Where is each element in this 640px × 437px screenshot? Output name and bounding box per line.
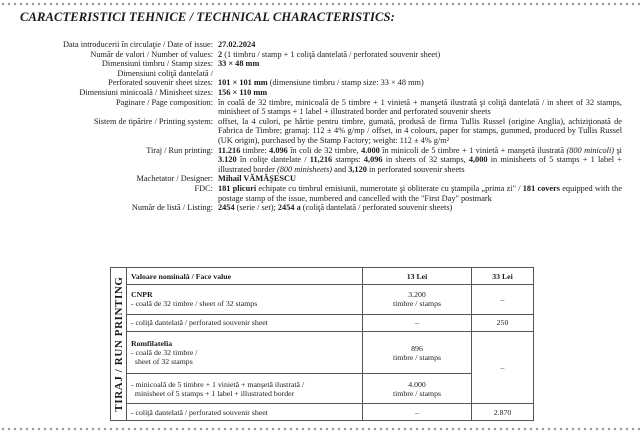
info-label: Dimensiuni coliţă dantelată / (117, 68, 213, 78)
info-row-fdc (0, 184, 640, 203)
value-text: (coliţă dantelată / perforated souvenir sheets) (300, 203, 453, 213)
info-value (218, 184, 622, 203)
value-bold: 3.120 (218, 155, 237, 165)
info-value: Mihail VĂMĂŞESCU (218, 174, 296, 184)
info-row-printing-system (0, 117, 640, 146)
characteristics-list (0, 40, 640, 213)
info-value: (dimensiune timbru / stamp size: 33 × 48 mm) (267, 78, 424, 88)
info-row-sheet-sizes-b (0, 78, 640, 88)
value-bold: 4.000 (361, 145, 380, 155)
info-label: Număr de valori / Number of values: (90, 49, 213, 59)
value-bold: 181 covers (522, 183, 561, 193)
table-row (127, 314, 534, 331)
cell-value: timbre / stamps (392, 299, 442, 309)
page-title: CARACTERISTICI TEHNICE / TECHNICAL CHARACTERISTICS: (20, 10, 395, 24)
info-label: Machetator / Designer: (136, 174, 213, 184)
value-bold: 11,216 (309, 155, 333, 165)
info-label: Dimensiuni minicoală / Minisheet sizes: (79, 87, 213, 97)
header-13-lei: 13 Lei (363, 268, 472, 285)
value-text: stamps: (332, 155, 364, 165)
value-text: in sheets of 32 stamps, (382, 155, 469, 165)
table-row (127, 331, 534, 374)
row-label: minisheet of 5 stamps + 1 label + illustrated border (134, 388, 295, 398)
row-label: - minicoală de 5 timbre + 1 vinietă + manşetă ilustrată / (131, 379, 305, 389)
row-label: - coală de 32 timbre / (131, 348, 198, 357)
cell-value: 3.200 (408, 290, 426, 300)
info-label: Sistem de tipărire / Printing system: (93, 116, 213, 126)
value-text: (serie / set); (234, 203, 278, 213)
value-italic: (800 minicoli) (566, 145, 615, 155)
value-text: în coli de 32 timbre, (287, 145, 362, 155)
info-value: 101 × 101 mm (218, 78, 268, 88)
value-text: timbre: (240, 145, 270, 155)
info-value: 2 (218, 49, 223, 59)
info-value: offset, la 4 culori, pe hârtie pentru timbre, gumată, produsă de firma Tullis Russel (origine Anglia), achiziţionată de Fabrica de Timbre; gramaj: 112 ± 4% g/mp / offset, in 4 colours, paper for stamps, gummed, produced by Tullis Russel (UK origin), purchased by the Stamp Factory; weight: 112 ± 4% g/m² (218, 116, 622, 145)
info-label: FDC: (194, 183, 213, 193)
table-header-row (127, 268, 534, 285)
info-row-minisheet-sizes (0, 88, 640, 98)
distributor-cnpr: CNPR (131, 290, 153, 300)
info-label: Paginare / Page composition: (115, 97, 213, 107)
side-label-text: TIRAJ / RUN PRINTING (112, 276, 125, 412)
run-printing-side-label (110, 267, 126, 421)
row-label: - coliţă dantelată / perforated souvenir sheet (127, 314, 363, 331)
info-value: 27.02.2024 (218, 40, 256, 49)
info-row-issue-date (0, 40, 640, 50)
run-printing-table (126, 267, 534, 421)
info-row-sheet-sizes-a (0, 69, 640, 79)
value-text: şi (614, 145, 622, 155)
row-label: - coliţă dantelată / perforated souvenir sheet (127, 404, 363, 421)
info-value (218, 146, 622, 175)
distributor-romfilatelia: Romfilatelia (131, 339, 173, 348)
value-text: în minicoli de 5 timbre + 1 vinietă + manşetă ilustrată (379, 145, 567, 155)
value-bold: 3,120 (348, 164, 367, 174)
info-value: (1 timbru / stamp + 1 coliţă dantelată / perforated souvenir sheet) (222, 49, 441, 59)
header-face-value: Valoare nominală / Face value (127, 268, 363, 285)
value-text: equipped with the postage stamp of the issue, numbered and cancelled with the "First Day" postmark (218, 183, 622, 203)
value-bold: 4,000 (468, 155, 488, 165)
value-italic: (800 minisheets) (276, 164, 333, 174)
info-row-designer (0, 174, 640, 184)
table-row (127, 285, 534, 315)
info-row-listing (0, 203, 640, 213)
info-value (218, 203, 622, 213)
info-row-number-of-values (0, 50, 640, 60)
cell-value: – (363, 314, 472, 331)
bottom-dotted-border (0, 427, 640, 431)
info-label: Perforated souvenir sheet sizes: (108, 78, 213, 88)
info-label: Tiraj / Run printing: (146, 145, 213, 155)
top-dotted-border (0, 2, 640, 6)
value-bold: 181 plicuri (218, 183, 257, 193)
cell-value: timbre / stamps (392, 388, 442, 398)
cell-value: 896 (411, 343, 423, 353)
cell-value: – (472, 285, 534, 315)
table-row (127, 404, 534, 421)
info-label: Număr de listă / Listing: (131, 203, 213, 213)
info-label: Dimensiuni timbru / Stamp sizes: (101, 59, 213, 69)
value-bold: 11.216 (218, 145, 241, 155)
value-text: and (332, 164, 349, 174)
value-text: în coliţe dantelate / (236, 155, 310, 165)
header-33-lei: 33 Lei (472, 268, 534, 285)
info-row-stamp-sizes (0, 59, 640, 69)
info-value: 33 × 48 mm (218, 59, 260, 69)
row-label: sheet of 32 stamps (134, 357, 193, 366)
info-value: în coală de 32 timbre, minicoală de 5 timbre + 1 vinietă + manşetă ilustrată şi coliţă dantelată / in sheet of 32 stamps, minisheet of 5 stamps + 1 label + illustrated border and perforated souvenir sheets (218, 97, 622, 117)
info-row-run-printing (0, 146, 640, 175)
cell-value: – (363, 404, 472, 421)
value-bold: 2454 (218, 203, 235, 213)
row-label: - coală de 32 timbre / sheet of 32 stamps (131, 299, 258, 309)
value-bold: 4,096 (363, 155, 383, 165)
cell-value: 2.870 (472, 404, 534, 421)
value-text: in minisheets of 5 stamps + 1 label + illustrated border (218, 155, 622, 174)
info-label: Data introducerii în circulaţie / Date of issue: (63, 40, 213, 49)
value-bold: 2454 a (277, 203, 301, 213)
cell-value: – (472, 331, 534, 403)
value-text: in perforated souvenir sheets (366, 164, 465, 174)
cell-value: timbre / stamps (392, 352, 442, 362)
cell-value: 250 (472, 314, 534, 331)
info-value: 156 × 110 mm (218, 87, 268, 97)
value-bold: 4.096 (269, 145, 288, 155)
value-text: echipate cu timbrul emisiunii, numerotate şi obliterate cu ştampila „prima zi" / (256, 183, 523, 193)
info-row-page-composition (0, 98, 640, 117)
cell-value: 4.000 (408, 379, 426, 389)
